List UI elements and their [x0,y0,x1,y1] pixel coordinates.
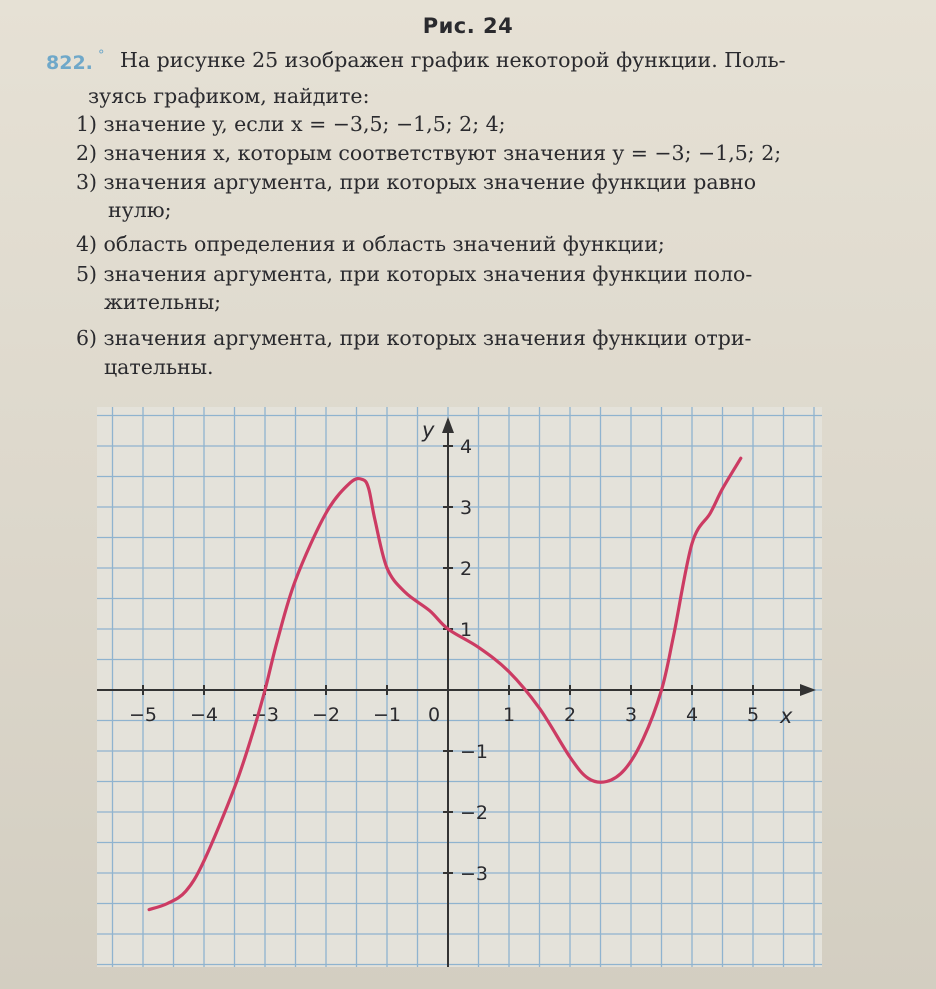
task-item-2: 2) значения x, которым соответствуют значения y = −3; −1,5; 2; [76,141,782,165]
task-difficulty-mark: ° [98,48,105,63]
task-item-6: 6) значения аргумента, при которых значения функции отри- [76,326,752,350]
task-item-6-cont: цательны. [104,355,214,379]
task-item-1: 1) значение y, если x = −3,5; −1,5; 2; 4; [76,112,506,136]
y-tick-label: 2 [460,558,473,580]
x-tick-label: −3 [250,704,280,726]
y-axis-label: y [422,418,435,442]
task-item-3: 3) значения аргумента, при которых значение функции равно [76,170,757,194]
y-tick-label: −2 [460,802,489,824]
y-tick-label: 3 [460,497,473,519]
x-tick-label: 4 [685,704,699,726]
x-tick-label: −4 [189,704,219,726]
y-tick-label: 1 [460,619,473,641]
task-item-4: 4) область определения и область значений функции; [76,232,665,256]
task-item-5-cont: жительны; [104,290,222,314]
task-item-3-cont: нулю; [108,198,172,222]
task-number: 822. [46,52,93,74]
task-item-5: 5) значения аргумента, при которых значения функции поло- [76,262,753,286]
task-line-1: На рисунке 25 изображен график некоторой функции. Поль- [120,48,786,72]
y-tick-label: −1 [460,741,489,763]
function-graph [97,407,822,967]
x-tick-label: 5 [746,704,760,726]
x-tick-label: 2 [563,704,577,726]
x-tick-label: 0 [427,704,441,726]
graph-svg [97,407,822,967]
figure-caption: Рис. 24 [422,14,514,38]
x-tick-label: −1 [372,704,402,726]
x-axis-label: x [780,704,793,728]
y-tick-label: −3 [460,863,489,885]
x-tick-label: 3 [624,704,638,726]
y-tick-label: 4 [460,436,473,458]
x-tick-label: −2 [311,704,341,726]
task-line-2: зуясь графиком, найдите: [88,84,370,108]
x-tick-label: −5 [128,704,158,726]
x-tick-label: 1 [502,704,516,726]
